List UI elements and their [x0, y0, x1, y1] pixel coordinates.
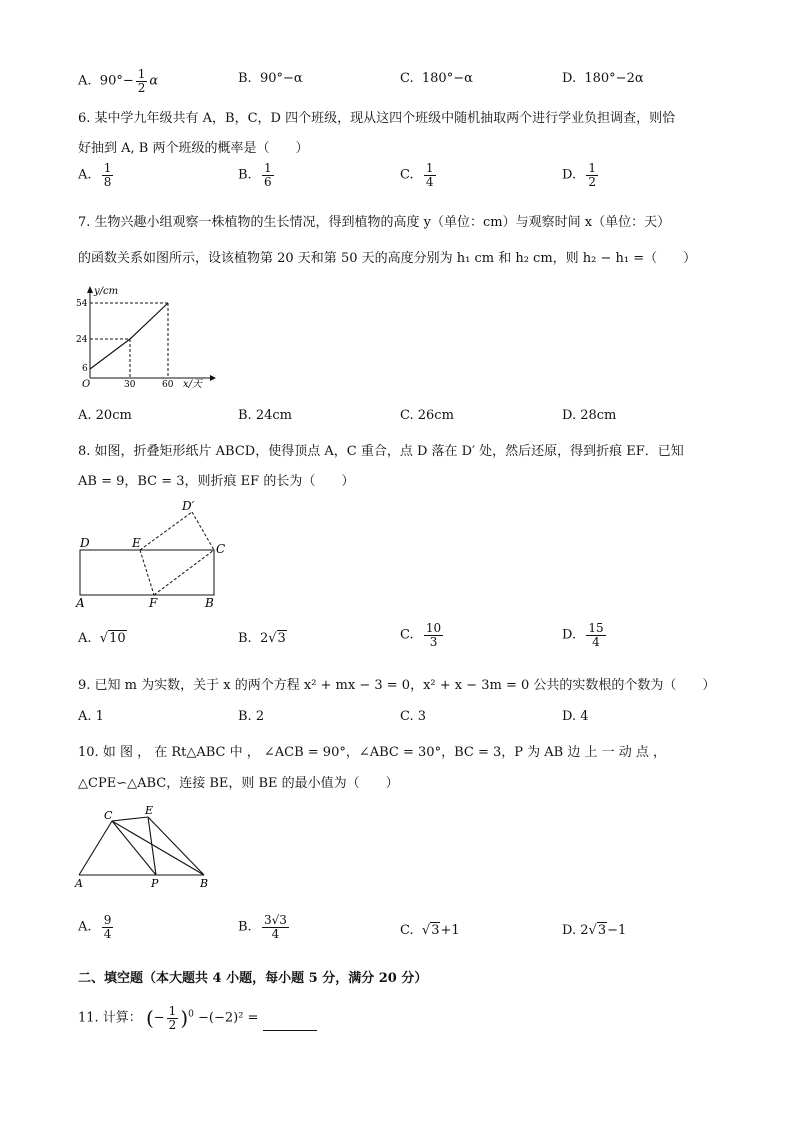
label-e: E [145, 804, 154, 817]
q10-option-c: C. √3+1 [400, 923, 460, 938]
y-tick-54: 54 [76, 299, 88, 309]
segment-ce [112, 817, 148, 821]
label-p: P [151, 877, 159, 890]
q7-stem-line2: 的函数关系如图所示，设该植物第 20 天和第 50 天的高度分别为 h₁ cm 和 h₂ cm，则 h₂ − h₁ =（ ） [78, 251, 697, 266]
q5-option-c: C. 180°−α [400, 71, 473, 86]
origin-label: O [82, 379, 91, 390]
label-a: A [75, 877, 83, 890]
label-b: B [200, 877, 209, 890]
label-f: F [149, 596, 158, 610]
y-tick-6: 6 [82, 364, 88, 374]
growth-line [90, 303, 168, 369]
q9-option-a: A. 1 [78, 709, 104, 724]
q9-option-b: B. 2 [238, 709, 265, 724]
q7-height-graph [70, 283, 220, 393]
q11-answer-blank[interactable] [263, 1018, 317, 1031]
q10-stem-line1: 10. 如 图 ， 在 Rt△ABC 中 ， ∠ACB = 90°，∠ABC = 30°，BC = 3，P 为 AB 边 上 一 动 点 ， [78, 745, 666, 760]
segment-cb [112, 821, 204, 875]
q8-option-d: D. $\frac{15}{4}$ [562, 621, 604, 649]
q6-stem-line2: 好抽到 A, B 两个班级的概率是（ ） [78, 141, 309, 156]
label-b: B [205, 596, 214, 610]
x-axis-label: x/天 [183, 379, 203, 390]
q8-option-a: A. √10 [78, 631, 126, 646]
q7-option-a: A. 20cm [78, 408, 132, 423]
q11-stem: 11. 计算： (− $\frac{1}{2}$ )$^0$ −(−2)² = [78, 1005, 317, 1031]
x-tick-30: 30 [124, 380, 136, 390]
q9-stem-line1: 9. 已知 m 为实数，关于 x 的两个方程 x² + mx − 3 = 0，x² + x − 3m = 0 公共的实数根的个数为（ ） [78, 678, 716, 693]
q7-option-c: C. 26cm [400, 408, 454, 423]
x-axis-arrow [210, 375, 216, 381]
y-axis-arrow [87, 286, 93, 293]
y-tick-24: 24 [76, 335, 88, 345]
crease-ef [140, 550, 154, 595]
rectangle-abcd [80, 550, 214, 595]
q10-option-b: B. $\frac{3√3}{4}$ [238, 913, 287, 941]
q8-stem-line1: 8. 如图，折叠矩形纸片 ABCD，使得顶点 A，C 重合，点 D 落在 D′ 处，然后还原，得到折痕 EF．已知 [78, 444, 684, 459]
label-d: D [80, 536, 90, 550]
x-tick-60: 60 [162, 380, 174, 390]
q5-option-b: B. 90°−α [238, 71, 303, 86]
q7-stem-line1: 7. 生物兴趣小组观察一株植物的生长情况，得到植物的高度 y（单位：cm）与观察时间 x（单位：天） [78, 215, 671, 230]
q7-option-b: B. 24cm [238, 408, 292, 423]
segment-d-prime-c [192, 512, 214, 550]
q9-option-d: D. 4 [562, 709, 589, 724]
label-e: E [132, 536, 141, 550]
y-axis-label: y/cm [94, 286, 119, 297]
label-a: A [76, 596, 85, 610]
segment-fc [154, 550, 214, 595]
q5-option-a: A. 90°− $\frac{1}{2}$ α [78, 67, 159, 95]
q9-option-c: C. 3 [400, 709, 427, 724]
q8-rectangle-fold-figure [72, 498, 232, 613]
label-c: C [104, 809, 113, 822]
segment-ed-prime [140, 512, 192, 550]
segment-ac [79, 821, 112, 875]
q6-option-b: B. $\frac{1}{6}$ [238, 161, 272, 189]
section-heading: 二、填空题（本大题共 4 小题，每小题 5 分，满分 20 分） [78, 971, 428, 986]
q8-stem-line2: AB = 9，BC = 3，则折痕 EF 的长为（ ） [78, 474, 355, 489]
label-c: C [216, 542, 226, 556]
q8-option-c: C. $\frac{10}{3}$ [400, 621, 442, 649]
q6-option-c: C. $\frac{1}{4}$ [400, 161, 434, 189]
q6-stem-line1: 6. 某中学九年级共有 A，B，C，D 四个班级，现从这四个班级中随机抽取两个进行学业负担调查，则恰 [78, 111, 676, 126]
q10-triangle-figure [72, 803, 217, 893]
q10-stem-line2: △CPE∽△ABC，连接 BE，则 BE 的最小值为（ ） [78, 776, 399, 791]
q7-option-d: D. 28cm [562, 408, 617, 423]
q6-option-a: A. $\frac{1}{8}$ [78, 161, 112, 189]
q10-option-a: A. $\frac{9}{4}$ [78, 913, 112, 941]
q8-option-b: B. 2√3 [238, 631, 286, 646]
q10-option-d: D. 2√3−1 [562, 923, 627, 938]
segment-eb [148, 817, 204, 875]
q6-option-d: D. $\frac{1}{2}$ [562, 161, 596, 189]
label-d-prime: D′ [182, 499, 195, 513]
q5-option-d: D. 180°−2α [562, 71, 644, 86]
